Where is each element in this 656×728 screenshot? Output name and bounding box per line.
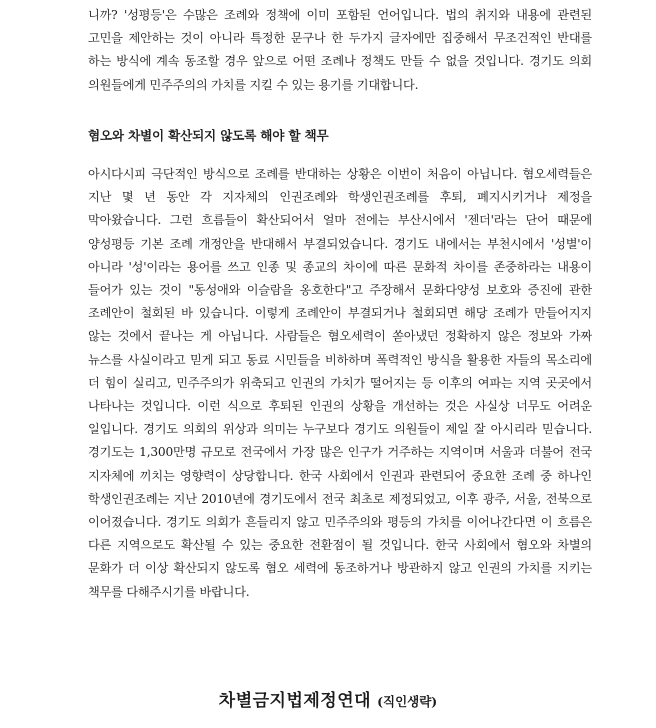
body-paragraph-2: 아시다시피 극단적인 방식으로 조례를 반대하는 상황은 이번이 처음이 아닙니다. 혐오세력들은 지난 몇 년 동안 각 지자체의 인권조례와 학생인권조례를 후퇴, 폐지시키거나 제정을 막아왔습니다. 그런 흐름들이 확산되어서 얼마 전에는 부산시에서 '젠더'라는 단어 때문에 양성평등 기본 조례 개정안을 반대해서 부결되었습니다. 경기도 내에서는 부천시에서 '성별'이 아니라 '성'이라는 용어를 쓰고 인종 및 종교의 차이에 따른 문화적 차이를 존중하라는 내용이 들어가 있는 것이 "동성애와 이슬람을 옹호한다"고 주장해서 문화다양성 보호와 증진에 관한 조례안이 철회된 바 있습니다. 이렇게 조례안이 부결되거나 철회되면 해당 조례가 만들어지지 않는 것에서 끝나는 게 아닙니다. 사람들은 혐오세력이 쏟아냈던 정확하지 않은 정보와 가짜 뉴스를 사실이라고 믿게 되고 동료 시민들을 비하하며 폭력적인 방식을 활용한 자들의 목소리에 더 힘이 실리고, 민주주의가 위축되고 인권의 가치가 떨어지는 등 이후의 여파는 지역 곳곳에서 나타나는 것입니다. 이런 식으로 후퇴된 인권의 상황을 개선하는 것은 사실상 너무도 어려운 일입니다. 경기도 의회의 위상과 의미는 누구보다 경기도 의원들이 제일 잘 아시리라 믿습니다. 경기도는 1,300만명 규모로 전국에서 가장 많은 인구가 거주하는 지역이며 서울과 더불어 전국 지자체에 끼치는 영향력이 상당합니다. 한국 사회에서 인권과 관련되어 중요한 조례 중 하나인 학생인권조례는 지난 2010년에 경기도에서 전국 최초로 제정되었고, 이후 광주, 서울, 전북으로 이어졌습니다. 경기도 의회가 흔들리지 않고 민주주의와 평등의 가치를 이어나간다면 이 흐름은 다른 지역으로도 확산될 수 있는 중요한 전환점이 될 것입니다. 한국 사회에서 혐오와 차별의 문화가 더 이상 확산되지 않도록 혐오 세력에 동조하거나 방관하지 않고 인권의 가치를 지키는 책무를 다해주시기를 바랍니다. [88,167,592,599]
signature-block [0,688,656,715]
signature-seal-note: (직인생략) [377,694,438,709]
body-paragraph-1: 니까? '성평등'은 수많은 조례와 정책에 이미 포함된 언어입니다. 법의 취지와 내용에 관련된 고민을 제안하는 것이 아니라 특정한 문구나 한 두가지 글자에만 집중해서 무조건적인 반대를 하는 방식에 계속 동조할 경우 앞으로 어떤 조례나 정책도 만들 수 없을 것입니다. 경기도 의회 의원들에게 민주주의의 가치를 지킬 수 있는 용기를 기대합니다. [88,8,592,92]
section-heading: 혐오와 차별이 확산되지 않도록 해야 할 책무 [88,128,329,143]
signature-organization: 차별금지법제정연대 [218,691,372,711]
